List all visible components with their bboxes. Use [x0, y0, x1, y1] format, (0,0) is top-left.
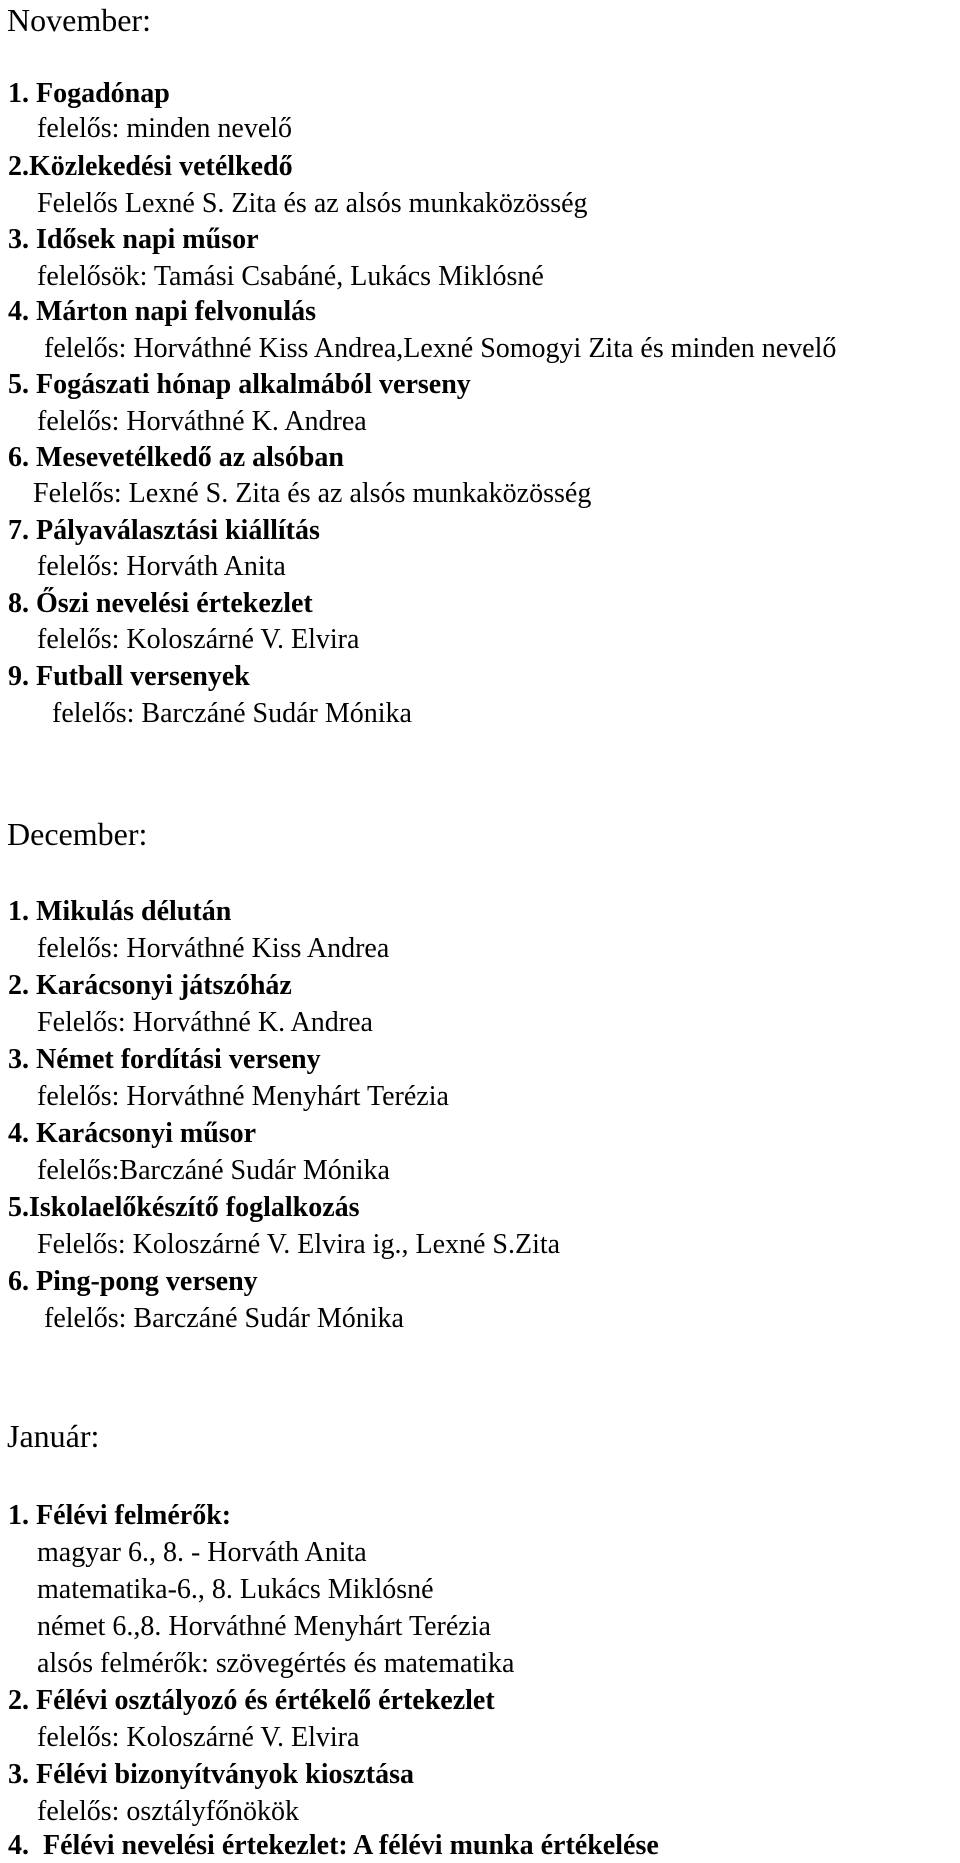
event-title: 6. Ping-pong verseny: [8, 1266, 258, 1297]
event-responsible: felelősök: Tamási Csabáné, Lukács Miklósné: [37, 261, 544, 292]
section-heading-januar: Január:: [7, 1418, 100, 1454]
event-responsible: felelős: Koloszárné V. Elvira: [37, 1722, 360, 1753]
event-responsible: felelős:Barczáné Sudár Mónika: [37, 1155, 390, 1186]
event-title: 3. Idősek napi műsor: [8, 224, 259, 255]
event-title: 7. Pályaválasztási kiállítás: [8, 515, 320, 546]
event-title: 4. Karácsonyi műsor: [8, 1118, 257, 1149]
event-title: 9. Futball versenyek: [8, 661, 250, 692]
event-responsible: felelős: Barczáné Sudár Mónika: [52, 698, 412, 729]
event-title: 6. Mesevetélkedő az alsóban: [8, 442, 344, 473]
event-detail: matematika-6., 8. Lukács Miklósné: [37, 1574, 434, 1605]
event-title: 2. Karácsonyi játszóház: [8, 970, 292, 1001]
event-detail: magyar 6., 8. - Horváth Anita: [37, 1537, 367, 1568]
event-title: 5. Fogászati hónap alkalmából verseny: [8, 369, 471, 400]
event-responsible: felelős: Koloszárné V. Elvira: [37, 624, 360, 655]
event-responsible: Felelős: Horváthné K. Andrea: [37, 1007, 373, 1038]
event-title: 5.Iskolaelőkészítő foglalkozás: [8, 1192, 360, 1223]
event-detail: német 6.,8. Horváthné Menyhárt Terézia: [37, 1611, 491, 1642]
event-title: 8. Őszi nevelési értekezlet: [8, 588, 313, 619]
event-responsible: felelős: Barczáné Sudár Mónika: [44, 1303, 404, 1334]
event-responsible: felelős: Horváthné Menyhárt Terézia: [37, 1081, 449, 1112]
event-responsible: felelős: Horváth Anita: [37, 551, 286, 582]
event-responsible: felelős: Horváthné Kiss Andrea,Lexné Somogyi Zita és minden nevelő: [44, 333, 837, 364]
section-heading-november: November:: [7, 2, 151, 38]
event-title: 4. Félévi nevelési értekezlet: A félévi munka értékelése: [8, 1830, 659, 1861]
event-responsible: felelős: Horváthné K. Andrea: [37, 406, 367, 437]
event-responsible: felelős: osztályfőnökök: [37, 1796, 300, 1827]
event-responsible: felelős: minden nevelő: [37, 113, 293, 144]
event-title: 1. Fogadónap: [8, 78, 170, 109]
event-title: 1. Mikulás délután: [8, 896, 232, 927]
event-title: 4. Márton napi felvonulás: [8, 296, 317, 327]
event-responsible: Felelős Lexné S. Zita és az alsós munkaközösség: [37, 188, 588, 219]
event-title: 2.Közlekedési vetélkedő: [8, 151, 293, 182]
event-responsible: Felelős: Lexné S. Zita és az alsós munkaközösség: [33, 478, 592, 509]
event-title: 3. Német fordítási verseny: [8, 1044, 321, 1075]
event-responsible: Felelős: Koloszárné V. Elvira ig., Lexné S.Zita: [37, 1229, 561, 1260]
event-title: 3. Félévi bizonyítványok kiosztása: [8, 1759, 415, 1790]
event-title: 1. Félévi felmérők:: [8, 1500, 232, 1531]
event-responsible: felelős: Horváthné Kiss Andrea: [37, 933, 390, 964]
event-detail: alsós felmérők: szövegértés és matematika: [37, 1648, 515, 1679]
event-title: 2. Félévi osztályozó és értékelő értekezlet: [8, 1685, 495, 1716]
section-heading-december: December:: [7, 816, 148, 852]
